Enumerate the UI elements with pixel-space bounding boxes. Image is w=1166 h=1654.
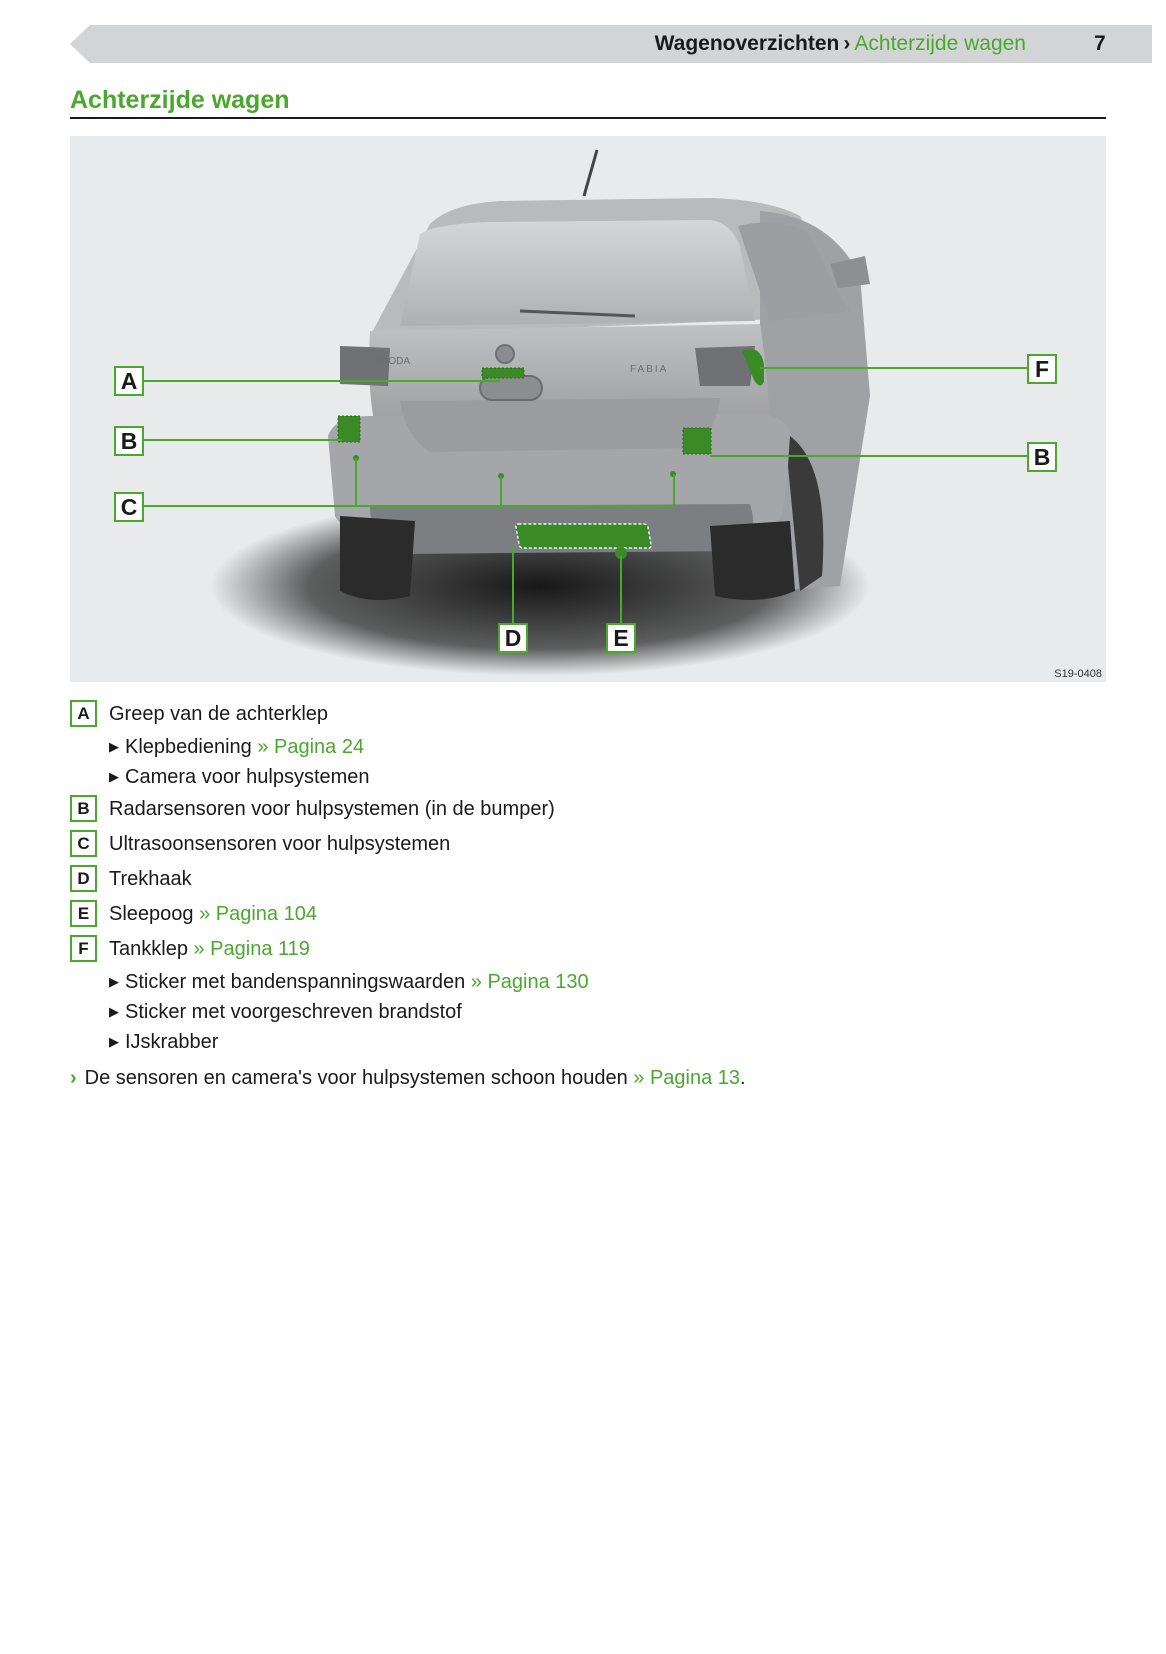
note-text: De sensoren en camera's voor hulpsystemen schoon houden [84, 1067, 628, 1089]
callout-f: F [1027, 354, 1057, 384]
title-divider [70, 117, 1106, 119]
brand-badge-text: ŠKODA [375, 356, 411, 367]
legend-text-c: Ultrasoonsensoren voor hulpsystemen [109, 833, 451, 855]
rear-window [400, 220, 755, 326]
tire-right [710, 521, 795, 600]
legend-list [70, 699, 1110, 1059]
legend-text-d: Trekhaak [109, 868, 192, 890]
legend-item-b [70, 794, 1110, 829]
bullet-arrow-icon: ▶ [109, 1034, 119, 1049]
highlight-radar-left [338, 416, 360, 442]
legend-sub-text: Sticker met voorgeschreven brandstof [125, 1001, 462, 1023]
legend-sub-a-1 [70, 734, 1110, 764]
callout-c: C [114, 492, 144, 522]
legend-sub-f-1 [70, 969, 1110, 999]
legend-text-a: Greep van de achterklep [109, 703, 329, 725]
highlight-tow-hook [515, 524, 651, 548]
legend-key-a: A [70, 700, 97, 727]
legend-key-c: C [70, 830, 97, 857]
bullet-arrow-icon: ▶ [109, 1004, 119, 1019]
legend-item-f [70, 934, 1110, 969]
legend-key-f: F [70, 935, 97, 962]
legend-sub-text: Camera voor hulpsystemen [125, 766, 370, 788]
legend-item-e [70, 899, 1110, 934]
page-link[interactable]: » Pagina 24 [257, 736, 365, 758]
model-text: FABIA [630, 364, 669, 375]
bullet-arrow-icon: ▶ [109, 769, 119, 784]
legend-sub-f-3 [70, 1029, 1110, 1059]
note-end: . [740, 1067, 746, 1089]
legend-item-d [70, 864, 1110, 899]
page-link[interactable]: » Pagina 104 [199, 903, 317, 925]
legend-text-f [109, 936, 310, 962]
legend-sub-f-2 [70, 999, 1110, 1029]
callout-d: D [498, 623, 528, 653]
tire-left [340, 516, 415, 600]
legend-sub-text: Sticker met bandenspanningswaarden [125, 971, 466, 993]
bullet-arrow-icon: ▶ [109, 974, 119, 989]
legend-text-b: Radarsensoren voor hulpsystemen (in de bumper) [109, 798, 555, 820]
legend-key-d: D [70, 865, 97, 892]
legend-sub-text: IJskrabber [125, 1031, 219, 1053]
legend-item-c [70, 829, 1110, 864]
legend-key-e: E [70, 900, 97, 927]
page-title: Achterzijde wagen [70, 86, 290, 114]
callout-a: A [114, 366, 144, 396]
plate-recess [400, 398, 720, 452]
legend-key-b: B [70, 795, 97, 822]
breadcrumb-chapter[interactable]: Wagenoverzichten [654, 32, 840, 55]
chevron-right-icon: › [70, 1067, 77, 1089]
legend-label: Sleepoog [109, 903, 194, 925]
page-number: 7 [1094, 32, 1106, 55]
breadcrumb-section[interactable]: Achterzijde wagen [854, 32, 1026, 55]
breadcrumb-separator: › [843, 32, 851, 55]
car-rear-figure [70, 136, 1106, 682]
legend-sub-text: Klepbediening [125, 736, 252, 758]
car-rear-illustration [70, 136, 1106, 682]
highlight-tailgate-handle [482, 368, 524, 378]
antenna [584, 150, 597, 196]
highlight-radar-right [683, 428, 711, 454]
legend-sub-a-2 [70, 764, 1110, 794]
callout-line-c [143, 458, 356, 506]
legend-item-a [70, 699, 1110, 734]
bullet-arrow-icon: ▶ [109, 739, 119, 754]
callout-e: E [606, 623, 636, 653]
callout-b-right: B [1027, 442, 1057, 472]
legend-text-e [109, 901, 317, 927]
breadcrumb [655, 31, 1026, 57]
figure-code: S19-0408 [1054, 668, 1102, 680]
page-link[interactable]: » Pagina 13 [633, 1067, 741, 1089]
legend-label: Tankklep [109, 938, 188, 960]
brand-logo [496, 345, 514, 363]
cross-reference-note [70, 1065, 746, 1091]
page-link[interactable]: » Pagina 119 [193, 938, 310, 960]
rear-handle [480, 376, 542, 400]
callout-b-left: B [114, 426, 144, 456]
page-link[interactable]: » Pagina 130 [470, 971, 589, 993]
